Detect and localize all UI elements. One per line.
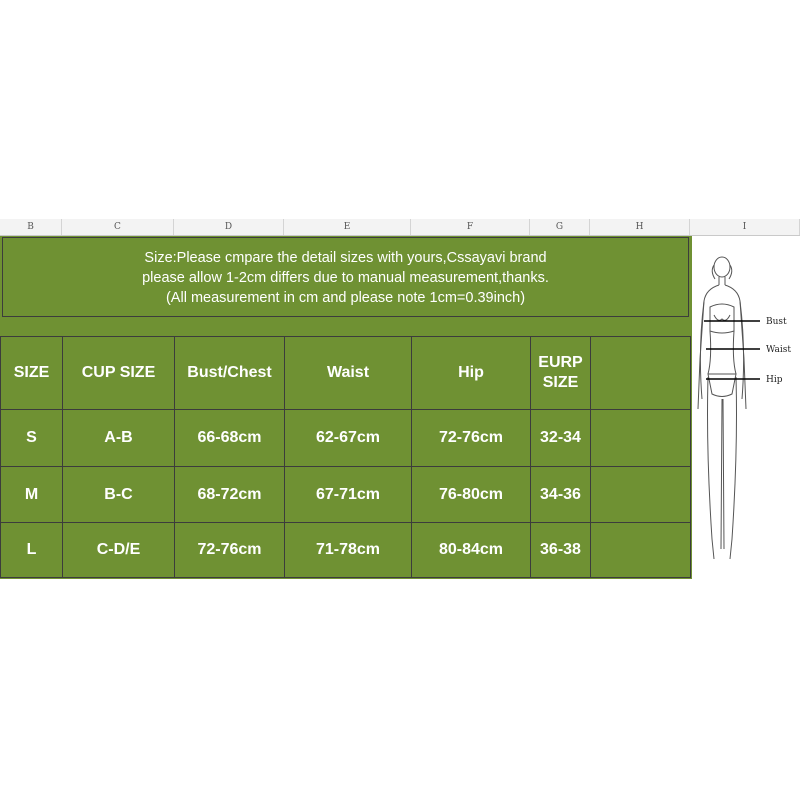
- header-cup-size: CUP SIZE: [63, 337, 175, 410]
- cell-hip: 80-84cm: [412, 523, 531, 578]
- column-header-b[interactable]: B: [0, 219, 62, 235]
- bust-label: Bust: [766, 317, 787, 327]
- cell-bust: 72-76cm: [175, 523, 285, 578]
- header-size: SIZE: [1, 337, 63, 410]
- header-bust: Bust/Chest: [175, 337, 285, 410]
- column-header-f[interactable]: F: [411, 219, 530, 235]
- note-line-2: please allow 1-2cm differs due to manual measurement,thanks.: [142, 270, 549, 286]
- cell-cup-size: A-B: [63, 410, 175, 467]
- column-header-g[interactable]: G: [530, 219, 590, 235]
- cell-size: M: [1, 467, 63, 523]
- spreadsheet: [0, 219, 800, 579]
- empty-cell: [591, 467, 691, 523]
- header-eurp-size: EURP SIZE: [531, 337, 591, 410]
- empty-cell: [591, 410, 691, 467]
- column-header-bar: [0, 219, 800, 236]
- empty-cell: [591, 337, 691, 410]
- cell-cup-size: B-C: [63, 467, 175, 523]
- column-header-c[interactable]: C: [62, 219, 174, 235]
- cell-bust: 66-68cm: [175, 410, 285, 467]
- table-row: [1, 410, 691, 467]
- cell-bust: 68-72cm: [175, 467, 285, 523]
- header-hip: Hip: [412, 337, 531, 410]
- table-header-row: [1, 337, 691, 410]
- cell-size: S: [1, 410, 63, 467]
- cell-waist: 67-71cm: [285, 467, 412, 523]
- cell-hip: 76-80cm: [412, 467, 531, 523]
- cell-cup-size: C-D/E: [63, 523, 175, 578]
- column-header-h[interactable]: H: [590, 219, 690, 235]
- waist-label: Waist: [766, 345, 791, 355]
- size-note: [2, 237, 689, 317]
- hip-label: Hip: [766, 375, 783, 385]
- note-line-3: (All measurement in cm and please note 1cm=0.39inch): [165, 290, 526, 306]
- cell-eurp-size: 36-38: [531, 523, 591, 578]
- empty-cell: [591, 523, 691, 578]
- table-row: [1, 523, 691, 578]
- cell-waist: 71-78cm: [285, 523, 412, 578]
- column-header-i[interactable]: I: [690, 219, 800, 235]
- body-silhouette-image: [692, 249, 796, 577]
- header-waist: Waist: [285, 337, 412, 410]
- cell-hip: 72-76cm: [412, 410, 531, 467]
- note-line-1: Size:Please cmpare the detail sizes with yours,Cssayavi brand: [144, 250, 547, 266]
- body-measurement-figure: [692, 249, 796, 577]
- cell-size: L: [1, 523, 63, 578]
- column-header-d[interactable]: D: [174, 219, 284, 235]
- size-table: [0, 336, 691, 578]
- table-row: [1, 467, 691, 523]
- cell-eurp-size: 34-36: [531, 467, 591, 523]
- cell-eurp-size: 32-34: [531, 410, 591, 467]
- column-header-e[interactable]: E: [284, 219, 411, 235]
- cell-waist: 62-67cm: [285, 410, 412, 467]
